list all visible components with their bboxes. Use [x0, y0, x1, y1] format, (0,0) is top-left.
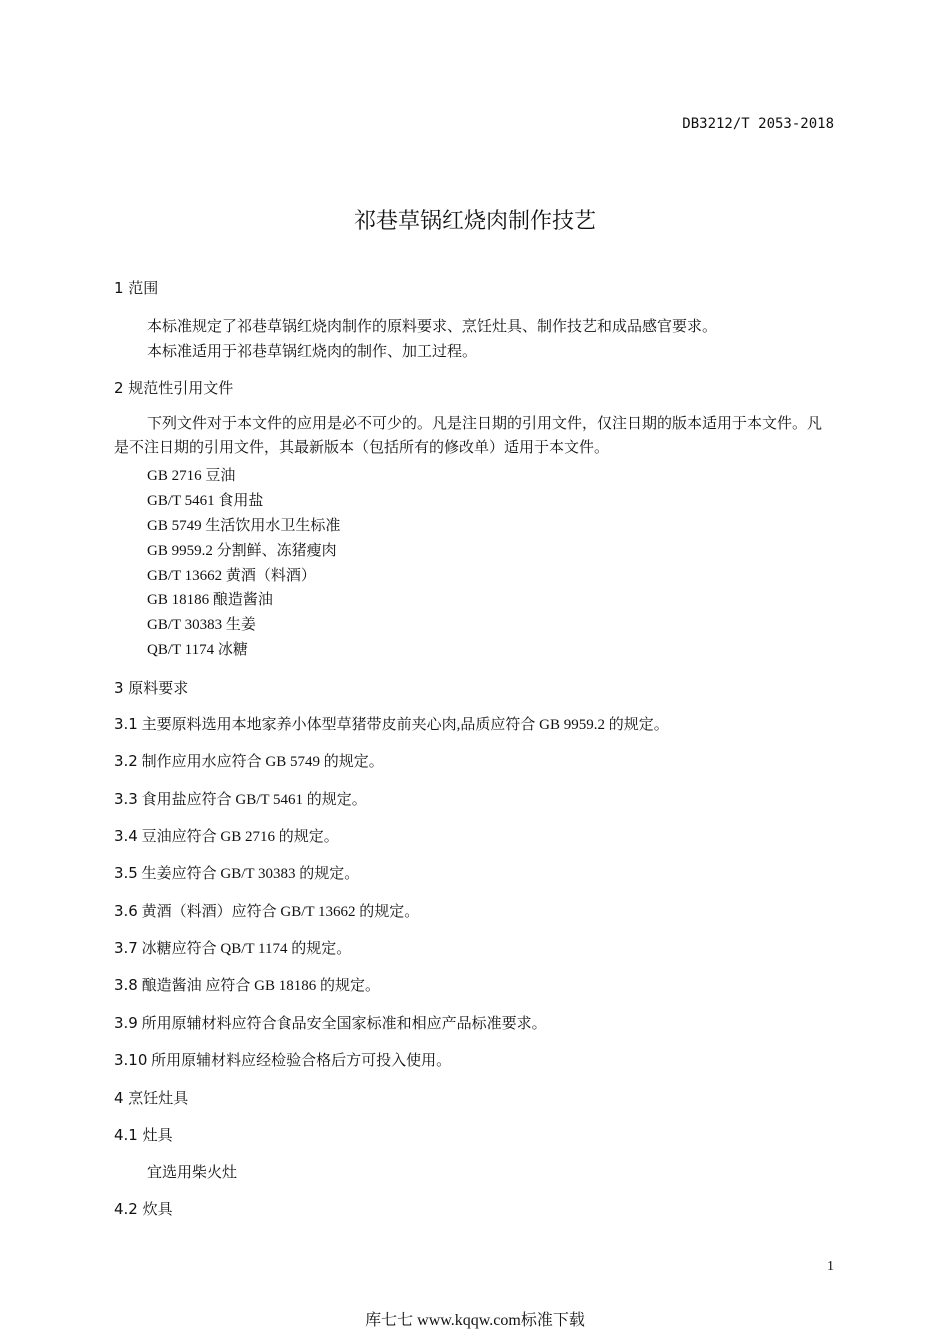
- subsection-4-1-text: 宜选用柴火灶: [147, 1165, 238, 1181]
- clause-number: 3.10: [114, 1051, 148, 1069]
- clause-number: 3.4: [114, 827, 138, 845]
- clause-text: 食用盐应符合 GB/T 5461 的规定。: [141, 792, 367, 808]
- subsection-4-1-heading: 4.1 灶具: [114, 1126, 173, 1144]
- clause-3-3: [114, 788, 367, 809]
- clause-3-8: [114, 974, 380, 995]
- document-title: 祁巷草锅红烧肉制作技艺: [353, 209, 596, 234]
- clause-text: 所用原辅材料应经检验合格后方可投入使用。: [151, 1053, 452, 1069]
- clause-number: 3.9: [114, 1014, 138, 1032]
- clause-3-5: [114, 862, 359, 883]
- reference-item: GB/T 13662 黄酒（料酒）: [147, 568, 316, 584]
- standard-code: DB3212/T 2053-2018: [682, 116, 834, 132]
- section-2-heading: 2 规范性引用文件: [114, 379, 234, 397]
- clause-3-7: [114, 937, 351, 958]
- clause-number: 3.8: [114, 976, 138, 994]
- clause-number: 3.2: [114, 752, 138, 770]
- clause-3-2: [114, 750, 384, 771]
- clause-text: 豆油应符合 GB 2716 的规定。: [141, 829, 339, 845]
- footer-watermark: 库七七 www.kqqw.com标准下载: [365, 1312, 585, 1329]
- clause-3-4: [114, 825, 339, 846]
- reference-item: GB 5749 生活饮用水卫生标准: [147, 518, 341, 534]
- clause-text: 制作应用水应符合 GB 5749 的规定。: [141, 754, 384, 770]
- clause-text: 酿造酱油 应符合 GB 18186 的规定。: [141, 978, 380, 994]
- subsection-4-2-heading: 4.2 炊具: [114, 1200, 173, 1218]
- reference-item: GB 2716 豆油: [147, 468, 236, 484]
- section-2-intro: 下列文件对于本文件的应用是必不可少的。凡是注日期的引用文件，仅注日期的版本适用于本文件。凡是不注日期的引用文件，其最新版本（包括所有的修改单）适用于本文件。: [114, 416, 823, 456]
- reference-item: GB 9959.2 分割鲜、冻猪瘦肉: [147, 543, 337, 559]
- clause-text: 主要原料选用本地家养小体型草猪带皮前夹心肉,品质应符合 GB 9959.2 的规定。: [141, 717, 669, 733]
- clause-3-9: [114, 1012, 547, 1033]
- clause-number: 3.6: [114, 902, 138, 920]
- clause-text: 生姜应符合 GB/T 30383 的规定。: [141, 866, 360, 882]
- clause-3-6: [114, 900, 419, 921]
- page-number: 1: [827, 1259, 834, 1274]
- clause-text: 黄酒（料酒）应符合 GB/T 13662 的规定。: [141, 904, 420, 920]
- clause-number: 3.3: [114, 790, 138, 808]
- clause-number: 3.1: [114, 715, 138, 733]
- reference-item: GB 18186 酿造酱油: [147, 592, 273, 608]
- section-4-heading: 4 烹饪灶具: [114, 1089, 189, 1107]
- clause-text: 冰糖应符合 QB/T 1174 的规定。: [141, 941, 352, 957]
- clause-number: 3.7: [114, 939, 138, 957]
- clause-number: 3.5: [114, 864, 138, 882]
- clause-3-1: [114, 713, 669, 734]
- reference-item: GB/T 5461 食用盐: [147, 493, 264, 509]
- reference-item: GB/T 30383 生姜: [147, 617, 256, 633]
- section-1-paragraph: 本标准规定了祁巷草锅红烧肉制作的原料要求、烹饪灶具、制作技艺和成品感官要求。: [147, 319, 718, 335]
- section-1-heading: 1 范围: [114, 279, 159, 297]
- section-1-paragraph: 本标准适用于祁巷草锅红烧肉的制作、加工过程。: [147, 344, 478, 360]
- clause-text: 所用原辅材料应符合食品安全国家标准和相应产品标准要求。: [141, 1016, 547, 1032]
- clause-3-10: [114, 1049, 451, 1070]
- reference-item: QB/T 1174 冰糖: [147, 642, 248, 658]
- section-3-heading: 3 原料要求: [114, 679, 189, 697]
